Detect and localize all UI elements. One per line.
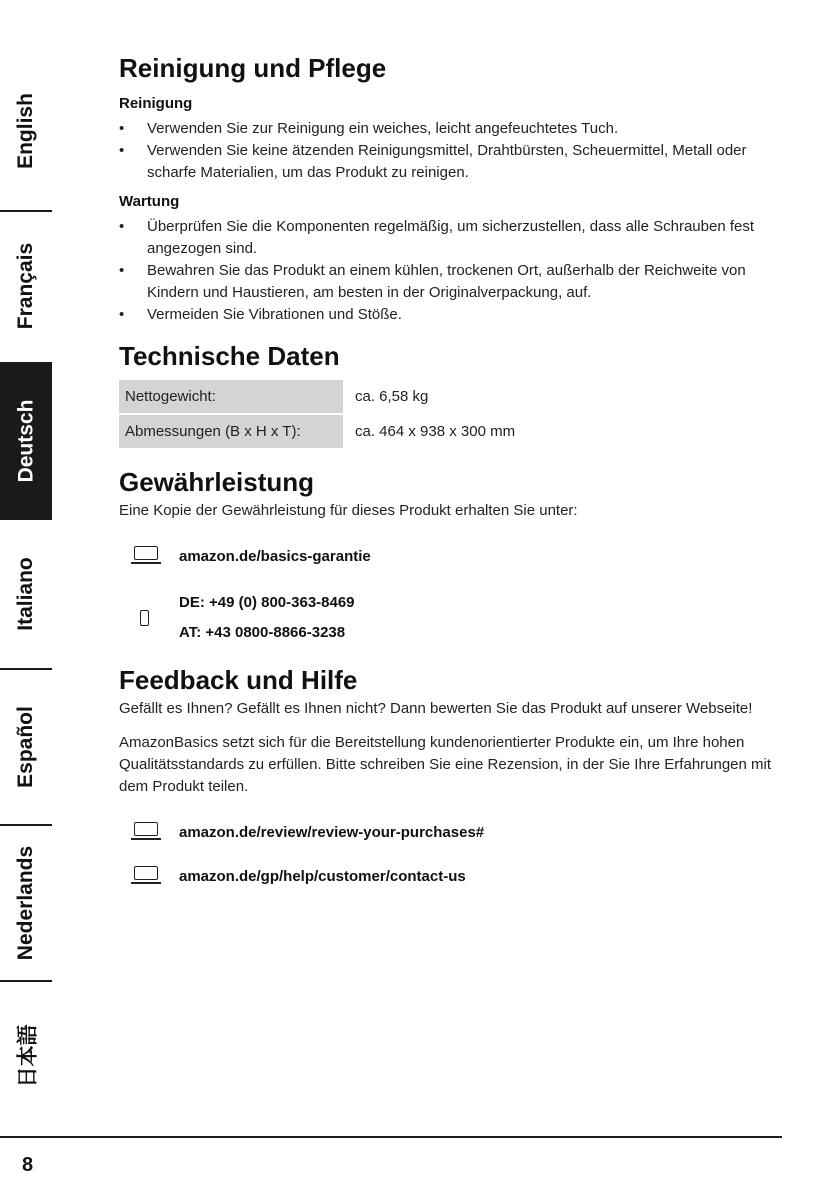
language-tab-label: Español bbox=[14, 706, 37, 788]
feedback-paragraph-2: AmazonBasics setzt sich für die Bereitstellung kundenorientierter Produkte ein, um Ihre hohen Qualitätsstandards zu erfüllen. Bitte schreiben Sie eine Rezension, in der Sie Ihre Erfahrungen mit dem Produkt teilen. bbox=[119, 734, 772, 795]
feedback-paragraph-1: Gefällt es Ihnen? Gefällt es Ihnen nicht? Dann bewerten Sie das Produkt auf unserer Webseite! bbox=[119, 700, 753, 717]
spec-key: Abmessungen (B x H x T): bbox=[119, 415, 343, 448]
list-item: • Vermeiden Sie Vibrationen und Stöße. bbox=[119, 304, 789, 326]
spec-value: ca. 464 x 938 x 300 mm bbox=[355, 423, 516, 440]
spec-key: Nettogewicht: bbox=[119, 380, 343, 413]
table-row bbox=[119, 380, 515, 413]
warranty-link-row[interactable] bbox=[119, 546, 789, 566]
language-tab-label: 日本語 bbox=[16, 1024, 39, 1088]
laptop-icon bbox=[131, 822, 161, 842]
language-tab-francais[interactable] bbox=[0, 212, 52, 360]
footer-divider bbox=[0, 1136, 782, 1138]
list-item: • Überprüfen Sie die Komponenten regelmäßig, um sicherzustellen, dass alle Schrauben fest angezogen sind. bbox=[119, 216, 789, 260]
maintenance-list bbox=[119, 216, 789, 326]
list-item: • Verwenden Sie zur Reinigung ein weiches, leicht angefeuchtetes Tuch. bbox=[119, 118, 789, 140]
warranty-intro: Eine Kopie der Gewährleistung für dieses Produkt erhalten Sie unter: bbox=[119, 502, 578, 519]
maintenance-subheading: Wartung bbox=[119, 193, 180, 210]
feedback-section-title: Feedback und Hilfe bbox=[119, 665, 358, 695]
review-link-row[interactable] bbox=[119, 822, 789, 842]
phone-number-de[interactable]: DE: +49 (0) 800-363-8469 bbox=[179, 594, 355, 611]
specs-table bbox=[119, 378, 515, 450]
page-number: 8 bbox=[22, 1154, 34, 1176]
warranty-phone-block bbox=[119, 588, 789, 648]
language-tab-label: Français bbox=[14, 242, 38, 330]
list-item: • Verwenden Sie keine ätzenden Reinigungsmittel, Drahtbürsten, Scheuermittel, Metall oder scharfe Materialien, um das Produkt zu reinigen. bbox=[119, 140, 789, 184]
language-tab-label: Nederlands bbox=[14, 845, 37, 961]
language-tab-label: English bbox=[14, 93, 37, 169]
language-tab-japanese[interactable] bbox=[0, 982, 52, 1130]
cleaning-subheading: Reinigung bbox=[119, 95, 193, 112]
language-tab-italiano[interactable] bbox=[0, 520, 52, 668]
language-tab-deutsch[interactable] bbox=[0, 362, 52, 520]
cleaning-section-title: Reinigung und Pflege bbox=[119, 53, 387, 83]
cleaning-list bbox=[119, 118, 789, 184]
language-tab-label: Deutsch bbox=[14, 399, 38, 483]
review-link[interactable]: amazon.de/review/review-your-purchases# bbox=[179, 823, 485, 841]
language-tab-espanol[interactable] bbox=[0, 670, 52, 824]
list-item: • Bewahren Sie das Produkt an einem kühlen, trockenen Ort, außerhalb der Reichweite von Kindern und Haustieren, am besten in der Originalverpackung, auf. bbox=[119, 260, 789, 304]
spec-value: ca. 6,58 kg bbox=[355, 388, 429, 405]
phone-number-at[interactable]: AT: +43 0800-8866-3238 bbox=[179, 624, 346, 641]
contact-link[interactable]: amazon.de/gp/help/customer/contact-us bbox=[179, 867, 466, 885]
warranty-section-title: Gewährleistung bbox=[119, 467, 315, 497]
language-tab-english[interactable] bbox=[0, 52, 52, 210]
specs-section-title: Technische Daten bbox=[119, 341, 340, 371]
page-content bbox=[119, 52, 789, 886]
laptop-icon bbox=[131, 546, 161, 566]
language-tab-label: Italiano bbox=[14, 557, 38, 631]
phone-icon bbox=[140, 610, 149, 626]
language-tab-nederlands[interactable] bbox=[0, 826, 52, 980]
table-row bbox=[119, 415, 515, 448]
laptop-icon bbox=[131, 866, 161, 886]
warranty-link[interactable]: amazon.de/basics-garantie bbox=[179, 547, 371, 565]
contact-link-row[interactable] bbox=[119, 866, 789, 886]
